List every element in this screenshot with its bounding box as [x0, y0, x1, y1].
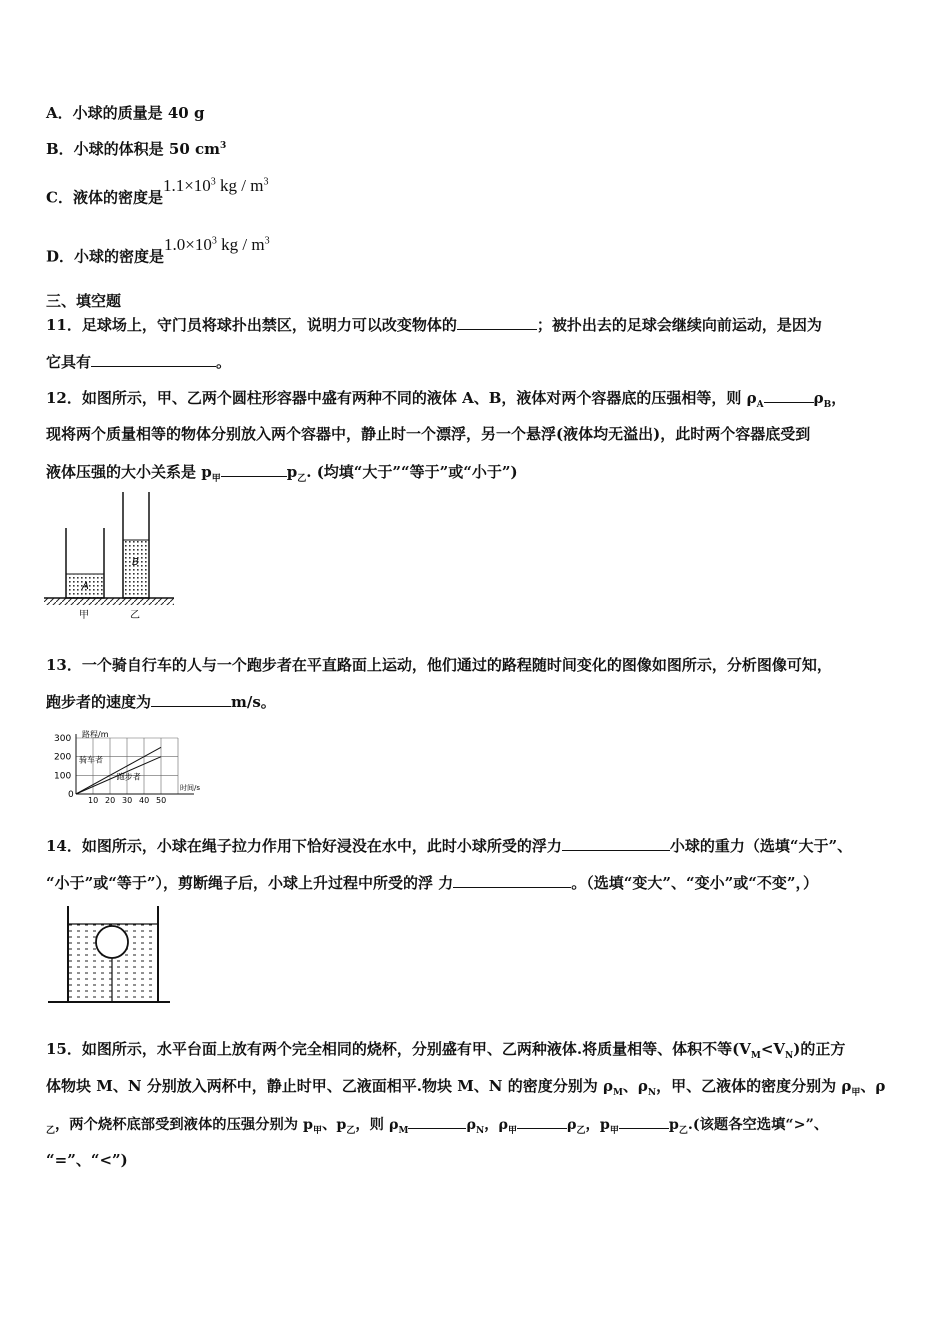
y-axis-title: 路程/m — [82, 730, 109, 739]
q15-blank-1[interactable] — [408, 1114, 466, 1129]
q13-line1: 13．一个骑自行车的人与一个跑步者在平直路面上运动，他们通过的路程随时间变化的图像如图所示，分析图像可知， — [46, 656, 832, 674]
label-jia: 甲 — [79, 610, 89, 621]
q13-blank[interactable] — [151, 692, 231, 707]
y-tick-label: 100 — [54, 771, 72, 782]
distance-time-chart — [44, 722, 224, 806]
q11-line1: 11．足球场上，守门员将球扑出禁区，说明力可以改变物体的 ；被扑出去的足球会继续向前运动，是因为 — [46, 316, 822, 334]
q15-line2: 体物块 M、N 分别放入两杯中，静止时甲、乙液面相平.物块 M、N 的密度分别为 $\rho_M$、$\rho_N$，甲、乙液体的密度分别为 $\rho_甲$、ρ — [46, 1077, 886, 1098]
density-formula-c: $1.1\times 10^3$ kg / $m^3$ — [162, 175, 269, 195]
q14-blank-2[interactable] — [453, 873, 571, 888]
q14-blank-1[interactable] — [562, 836, 670, 851]
q13-line2: 跑步者的速度为 m/s。 — [46, 693, 276, 711]
q15-blank-2[interactable] — [517, 1114, 567, 1129]
x-tick-label: 50 — [156, 796, 167, 805]
label-yi: 乙 — [130, 610, 140, 621]
q15-line3: $_乙$，两个烧杯底部受到液体的压强分别为 $p_甲$、$p_乙$，则 $\rho_M$ $\rho_N$，$\rho_甲$ $\rho_乙$，$p_甲$ $p_乙$.(该题各空选填“>”、 — [46, 1114, 828, 1140]
q15-line1: 15．如图所示，水平台面上放有两个完全相同的烧杯，分别盛有甲、乙两种液体.将质量相等、体积不等$(V_M<V_N)$的正方 — [46, 1040, 846, 1061]
q12-line1: 12．如图所示，甲、乙两个圆柱形容器中盛有两种不同的液体 A、B，液体对两个容器底的压强相等，则 $\rho_A$ $\rho_B$， — [46, 389, 847, 410]
q11-line2: 它具有 。 — [46, 353, 232, 371]
liquid-b — [123, 540, 149, 598]
x-tick-label: 20 — [105, 796, 116, 805]
option-d: D．小球的密度是$1.0\times 10^3$ kg / $m^3$ — [46, 234, 270, 266]
q14-line2: “小于”或“等于”），剪断绳子后，小球上升过程中所受的浮 力 。（选填“变大”、“变小”或“不变”，） — [46, 874, 819, 892]
label-b: B — [132, 557, 139, 568]
series-label-cyclist: 骑车者 — [79, 755, 103, 765]
q12-blank-2[interactable] — [221, 462, 287, 477]
q12-line3: 液体压强的大小关系是 $p_甲$ $p_乙$. (均填“大于”“等于”或“小于”) — [46, 463, 518, 484]
ground-hatch — [44, 598, 174, 605]
q11-blank-1[interactable] — [457, 315, 537, 330]
q15-line4: “=”、“<”) — [46, 1151, 128, 1169]
q12-blank-1[interactable] — [764, 388, 814, 403]
y-tick-label: 200 — [54, 752, 72, 763]
label-a: A — [82, 581, 89, 592]
q12-containers-figure — [44, 488, 184, 623]
option-c: C．液体的密度是$1.1\times 10^3$ kg / $m^3$ — [46, 175, 269, 207]
x-tick-label: 30 — [122, 796, 133, 805]
density-formula-d: $1.0\times 10^3$ kg / $m^3$ — [164, 234, 270, 254]
x-origin-label: 0 — [68, 790, 74, 800]
q14-line1: 14．如图所示，小球在绳子拉力作用下恰好浸没在水中，此时小球所受的浮力 小球的重力（选填“大于”、 — [46, 837, 853, 855]
y-tick-label: 300 — [54, 734, 72, 744]
q15-blank-3[interactable] — [619, 1114, 669, 1129]
q14-ball-in-water-figure — [44, 904, 174, 1008]
x-tick-label: 40 — [139, 796, 150, 805]
series-line-cyclist — [76, 747, 161, 794]
series-label-runner: 跑步者 — [116, 772, 141, 782]
section-title: 三、填空题 — [46, 292, 122, 310]
option-b: B．小球的体积是 50 $cm^3$ — [46, 140, 227, 158]
ball — [96, 926, 128, 958]
option-a: A．小球的质量是 40 g — [46, 104, 205, 122]
q12-line2: 现将两个质量相等的物体分别放入两个容器中，静止时一个漂浮，另一个悬浮(液体均无溢出)，此时两个容器底受到 — [46, 425, 811, 443]
x-tick-label: 10 — [88, 796, 99, 805]
x-axis-title: 时间/s — [180, 784, 201, 792]
q11-blank-2[interactable] — [91, 352, 216, 367]
